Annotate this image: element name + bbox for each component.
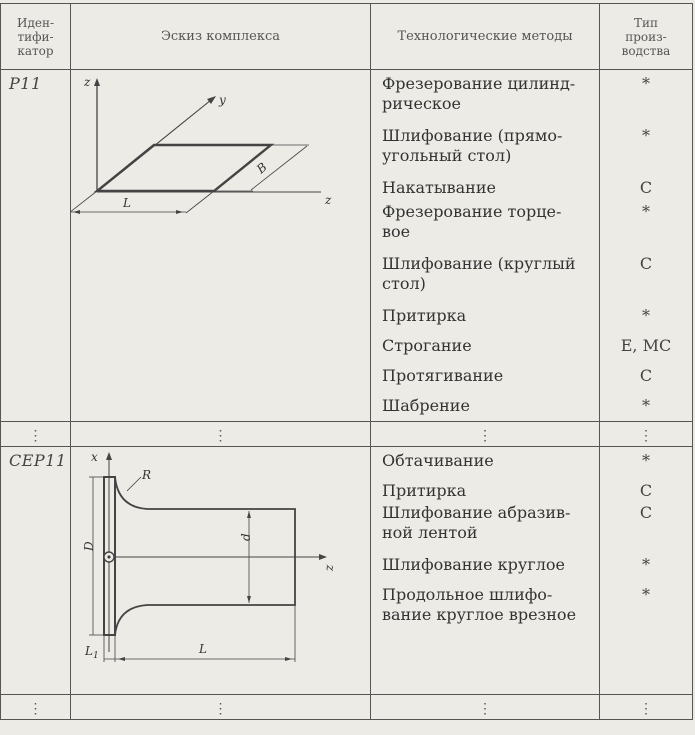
- ellipsis: ⋮: [639, 427, 653, 444]
- production-type: E, MC: [620, 336, 672, 355]
- ellipsis: ⋮: [213, 427, 228, 444]
- dimension-label-d-large: D: [82, 541, 96, 551]
- axis-label-z-top: z: [84, 75, 91, 89]
- method-text: Шабрение: [382, 396, 470, 415]
- ellipsis-cell: [71, 695, 371, 720]
- production-type: C: [639, 366, 653, 385]
- ellipsis-cell: [1, 422, 71, 447]
- dimension-label-l1-main: L: [85, 644, 93, 658]
- identifier-p11: P11: [9, 74, 42, 93]
- table-row: [1, 70, 693, 422]
- ellipsis-cell: [71, 422, 371, 447]
- production-type: *: [642, 74, 650, 93]
- ellipsis-row: [1, 695, 693, 720]
- dimension-label-d-small: d: [239, 533, 253, 541]
- ellipsis-cell: [371, 695, 600, 720]
- table-row: [1, 447, 693, 695]
- method-text: Строгание: [382, 336, 472, 355]
- row-identifier: [1, 70, 71, 422]
- methods-cell: [371, 447, 600, 695]
- types-cell: [600, 447, 693, 695]
- ellipsis: ⋮: [28, 427, 43, 444]
- header-sketch-text: Эскиз комплекса: [160, 28, 281, 44]
- method-text: Накатывание: [382, 178, 496, 197]
- method-text: Обтачивание: [382, 451, 494, 470]
- production-type: *: [642, 202, 650, 221]
- axis-label-y: y: [219, 93, 226, 107]
- header-methods: [371, 4, 600, 70]
- header-methods-text: Технологические методы: [397, 28, 573, 44]
- ellipsis: ⋮: [28, 700, 43, 717]
- method-text: Шлифование (прямо- угольный стол): [382, 126, 563, 165]
- production-type: C: [639, 254, 653, 273]
- method-text: Шлифование круглое: [382, 555, 565, 574]
- production-type: *: [642, 555, 650, 574]
- sketch-cell: [71, 447, 371, 695]
- method-text: Притирка: [382, 306, 467, 325]
- production-type: C: [639, 481, 653, 500]
- production-type: *: [642, 451, 650, 470]
- header-identifier-text: Иден- тифи- катор: [16, 15, 54, 58]
- ellipsis: ⋮: [639, 700, 653, 717]
- row-identifier: [1, 447, 71, 695]
- methods-cell: [371, 70, 600, 422]
- plane-sketch: [71, 70, 369, 230]
- header-identifier: [1, 4, 71, 70]
- production-type: *: [642, 306, 650, 325]
- dimension-label-l: L: [199, 642, 207, 656]
- method-text: Притирка: [382, 481, 467, 500]
- ellipsis: ⋮: [213, 700, 228, 717]
- ellipsis-cell: [600, 695, 693, 720]
- axis-label-x: x: [91, 450, 98, 464]
- table-header-row: [1, 4, 693, 70]
- shaft-sketch: [71, 447, 369, 693]
- axis-label-z: z: [322, 564, 336, 571]
- types-cell: [600, 70, 693, 422]
- method-text: Фрезерование цилинд- рическое: [382, 74, 576, 113]
- ellipsis: ⋮: [478, 700, 492, 717]
- process-table: [0, 3, 693, 720]
- dimension-label-b: B: [253, 159, 270, 177]
- method-text: Продольное шлифо- вание круглое врезное: [382, 585, 577, 624]
- production-type: *: [642, 396, 650, 415]
- ellipsis-row: [1, 422, 693, 447]
- production-type: C: [639, 178, 653, 197]
- dimension-label-r: R: [142, 468, 152, 482]
- method-text: Протягивание: [382, 366, 504, 385]
- dimension-label-l1-subscript: 1: [92, 651, 99, 661]
- header-production-type: [600, 4, 693, 70]
- method-text: Фрезерование торце- вое: [382, 202, 562, 241]
- dimension-label-l: L: [123, 196, 131, 210]
- method-text: Шлифование (круглый стол): [382, 254, 576, 293]
- header-sketch: [71, 4, 371, 70]
- ellipsis-cell: [600, 422, 693, 447]
- ellipsis-cell: [371, 422, 600, 447]
- ellipsis: ⋮: [478, 427, 492, 444]
- ellipsis-cell: [1, 695, 71, 720]
- identifier-cep11: CEP11: [9, 451, 67, 470]
- production-type: *: [642, 126, 650, 145]
- production-type: *: [642, 585, 650, 604]
- axis-label-z-right: z: [325, 193, 332, 207]
- dimension-label-l1: [84, 644, 99, 661]
- sketch-cell: [71, 70, 371, 422]
- method-text: Шлифование абразив- ной лентой: [382, 503, 571, 542]
- header-production-type-text: Тип произ- водства: [621, 15, 671, 58]
- production-type: C: [639, 503, 653, 522]
